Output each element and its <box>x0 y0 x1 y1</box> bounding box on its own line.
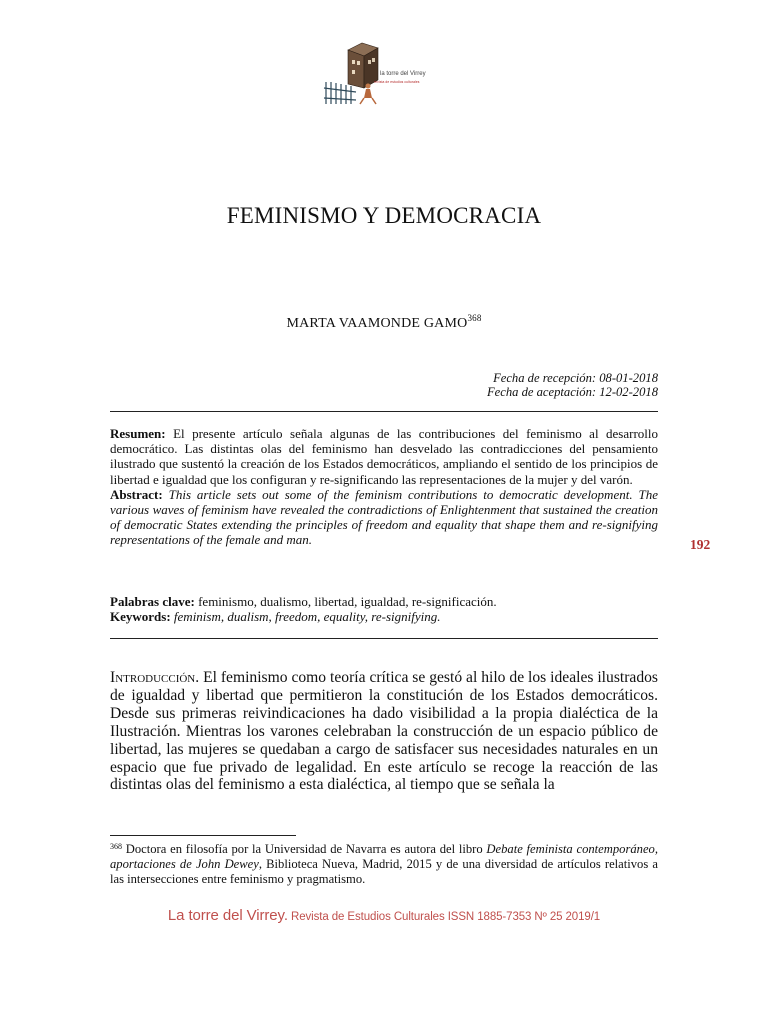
palabras-clave-text: feminismo, dualismo, libertad, igualdad, re-significación. <box>194 594 497 609</box>
author-footnote-ref[interactable]: 368 <box>467 313 482 323</box>
page-number: 192 <box>690 537 711 552</box>
footnote-book-title: Debate feminista contemporáneo, aportaciones de John Dewey <box>110 842 658 871</box>
keywords-section <box>110 594 658 624</box>
abstract-paragraph <box>110 487 658 548</box>
keywords-text: feminism, dualism, freedom, equality, re-signifying. <box>170 609 441 625</box>
introduction-heading: Introducción. <box>110 669 200 686</box>
abstract-text: This article sets out some of the feminism contributions to democratic development. The various waves of feminism have revealed the contradictions of Enlightenment that sustained the creation of democratic States extending the principles of freedom and equality that shape them and re-signifying representations of the female and man. <box>110 486 658 548</box>
footnote-number: 368 <box>110 842 122 851</box>
introduction-paragraph <box>110 669 658 794</box>
palabras-clave-line <box>110 594 658 609</box>
bottom-divider <box>110 638 658 639</box>
author-name: MARTA VAAMONDE GAMO <box>286 316 468 331</box>
keywords-label: Keywords: <box>110 609 171 625</box>
abstract-label: Abstract: <box>110 486 163 502</box>
footnote <box>110 840 658 887</box>
accepted-date: Fecha de aceptación: 12-02-2018 <box>486 385 658 399</box>
abstract-section <box>110 426 658 548</box>
received-date: Fecha de recepción: 08-01-2018 <box>493 371 658 385</box>
author-line <box>0 313 768 332</box>
submission-dates <box>487 371 658 399</box>
resumen-text: El presente artículo señala algunas de las contribuciones del feminismo al desarrollo democrático. Las distintas olas del feminismo han desvelado las contradicciones del pensamiento ilustrado que sustentó la creación de los Estados democráticos, ampliando el sentido de los principios de libertad e igualdad que los configuran y re-significando las representaciones de la mujer y del varón. <box>110 426 658 487</box>
footnote-text-after: , Biblioteca Nueva, Madrid, 2015 y de una diversidad de artículos relativos a las intersecciones entre feminismo y pragmatismo. <box>110 856 658 886</box>
logo-subtitle: revista de estudios culturales <box>374 80 420 84</box>
journal-logo <box>322 40 446 108</box>
footnote-divider <box>110 835 296 836</box>
footer-journal-name: La torre del Virrey. <box>167 907 288 924</box>
keywords-line <box>110 609 658 624</box>
top-divider <box>110 411 658 412</box>
footnote-text-before: Doctora en filosofía por la Universidad de Navarra es autora del libro <box>122 842 487 856</box>
palabras-clave-label: Palabras clave: <box>110 594 195 609</box>
article-title: FEMINISMO Y DEMOCRACIA <box>226 203 542 228</box>
logo-name: la torre del Virrey <box>380 71 426 77</box>
resumen-label: Resumen: <box>110 426 166 441</box>
journal-footer <box>0 907 768 925</box>
introduction-text: El feminismo como teoría crítica se gestó al hilo de los ideales ilustrados de igualdad y libertad que permitieron la constitución de los Estados democráticos. Desde sus primeras reivindicaciones ha dado visibilidad a la propia dialéctica de la Ilustración. Mientras los varones celebraban la construcción de un espacio público de libertad, las mujeres se quedaban a cargo de satisfacer sus necesidades naturales en un espacio que fue privado de legalidad. En este artículo se recoge la reacción de las distintas olas del feminismo a esta dialéctica, al tiempo que se señala la <box>110 669 658 794</box>
footer-journal-details: Revista de Estudios Culturales ISSN 1885-7353 Nº 25 2019/1 <box>287 911 601 923</box>
resumen-paragraph <box>110 426 658 487</box>
